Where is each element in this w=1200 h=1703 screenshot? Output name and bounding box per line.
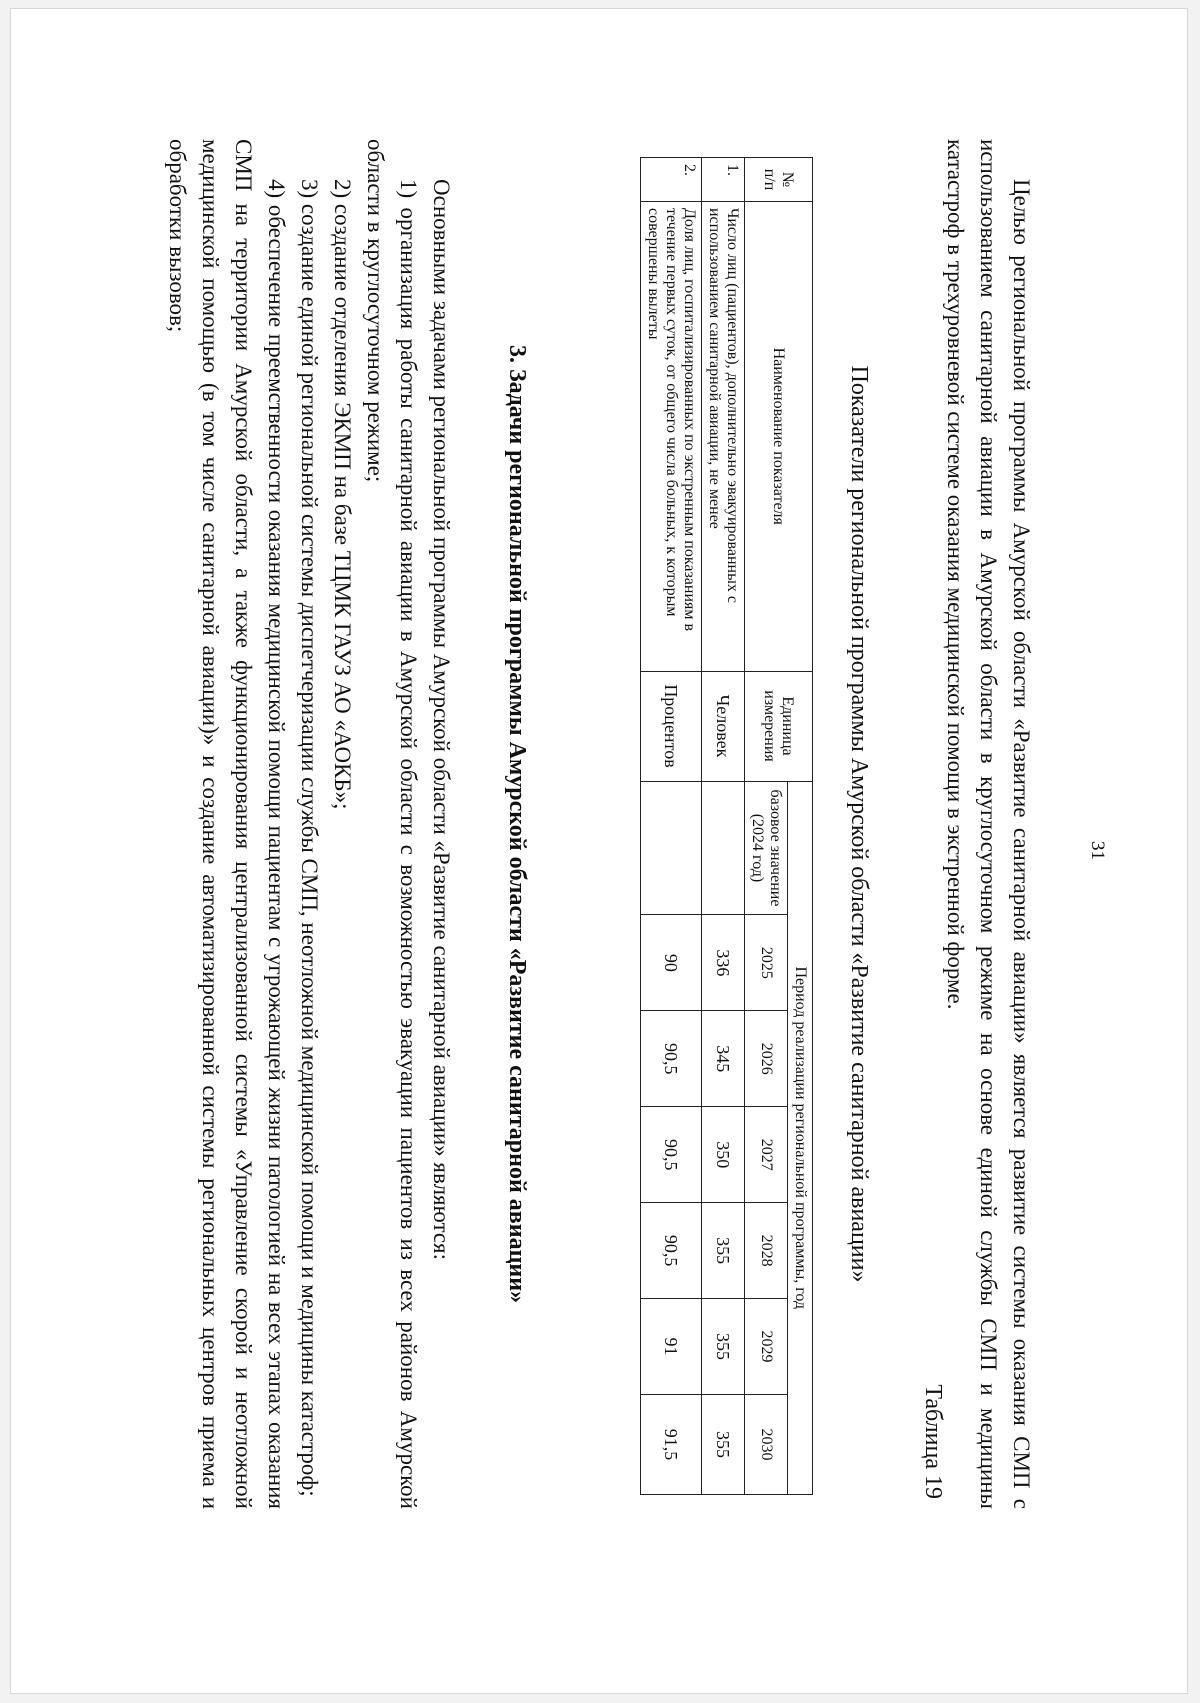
task-item: 4) обеспечение преемственности оказания медицинской помощи пациентам с угрожающей жизни патологией на всех этапах оказания СМП на территории Амурской области, а также функционирования централизованной системы «Управление скорой и неотложной медицинской помощью (в том числе санитарной авиации)» и создание автоматизированной системы региональных центров приема и обработки вызовов; <box>165 139 289 1509</box>
header-indicator-name: Наименование показателя <box>745 201 813 671</box>
row-value: 90,5 <box>641 1107 702 1203</box>
row-number: 1. <box>702 158 745 202</box>
row-indicator-name: Число лиц (пациентов), дополнительно эвакуированных с использованием санитарной авиации, не менее <box>702 201 745 671</box>
section-heading: 3. Задачи региональной программы Амурской области «Развитие санитарной авиации» <box>504 344 530 1304</box>
header-year: 2030 <box>745 1395 788 1495</box>
row-base-value <box>702 781 745 915</box>
header-year: 2025 <box>745 915 788 1011</box>
row-value: 355 <box>702 1299 745 1395</box>
row-unit: Процентов <box>641 671 702 781</box>
row-unit: Человек <box>702 671 745 781</box>
task-item: 3) создание единой региональной системы диспетчеризации службы СМП, неотложной медицинской помощи и медицины катастроф; <box>297 179 322 1497</box>
row-number: 2. <box>641 158 702 202</box>
header-base-value: базовое значение (2024 год) <box>745 781 788 915</box>
row-value: 90,5 <box>641 1203 702 1299</box>
rotated-page-content <box>38 9 1178 1649</box>
document-page <box>10 8 1188 1694</box>
table-caption: Показатели региональной программы Амурской области «Развитие санитарной авиации» <box>846 365 872 1283</box>
row-value: 336 <box>702 915 745 1011</box>
header-number: № п/п <box>745 158 813 202</box>
header-period: Период реализации региональной программы, год <box>788 781 813 1495</box>
tasks-block <box>161 139 458 1509</box>
table-number: Таблица 19 <box>920 1384 946 1499</box>
row-value: 355 <box>702 1395 745 1495</box>
table-row <box>702 158 745 1495</box>
row-value: 90,5 <box>641 1011 702 1107</box>
header-year: 2028 <box>745 1203 788 1299</box>
intro-paragraph: Целью региональной программы Амурской области «Развитие санитарной авиации» является развитие системы оказания СМП с использованием санитарной авиации в Амурской области в круглосуточном режиме на основе единой службы СМП и медицины катастроф в трехуровневой системе оказания медицинской помощи в экстренной форме. <box>943 139 1034 1509</box>
row-base-value <box>641 781 702 915</box>
row-value: 91,5 <box>641 1395 702 1495</box>
task-item: 2) создание отделения ЭКМП на базе ТЦМК ГАУЗ АО «АОКБ»; <box>330 179 355 810</box>
indicators-table <box>640 157 813 1495</box>
tasks-intro: Основными задачами региональной программы Амурской области «Развитие санитарной авиации» являются: <box>429 179 454 1261</box>
header-year: 2027 <box>745 1107 788 1203</box>
header-year: 2029 <box>745 1299 788 1395</box>
row-value: 355 <box>702 1203 745 1299</box>
row-value: 91 <box>641 1299 702 1395</box>
row-value: 345 <box>702 1011 745 1107</box>
page-number: 31 <box>1087 841 1108 860</box>
row-value: 90 <box>641 915 702 1011</box>
header-year: 2026 <box>745 1011 788 1107</box>
row-indicator-name: Доля лиц, госпитализированных по экстренным показаниям в течение первых суток, от общего числа больных, к которым совершены вылеты <box>641 201 702 671</box>
table-row <box>641 158 702 1495</box>
table-header-row <box>788 158 813 1495</box>
header-unit: Единица измерения <box>745 671 813 781</box>
row-value: 350 <box>702 1107 745 1203</box>
task-item: 1) организация работы санитарной авиации в Амурской области с возможностью эвакуации пациентов из всех районов Амурской области в круглосуточном режиме; <box>363 139 421 1509</box>
